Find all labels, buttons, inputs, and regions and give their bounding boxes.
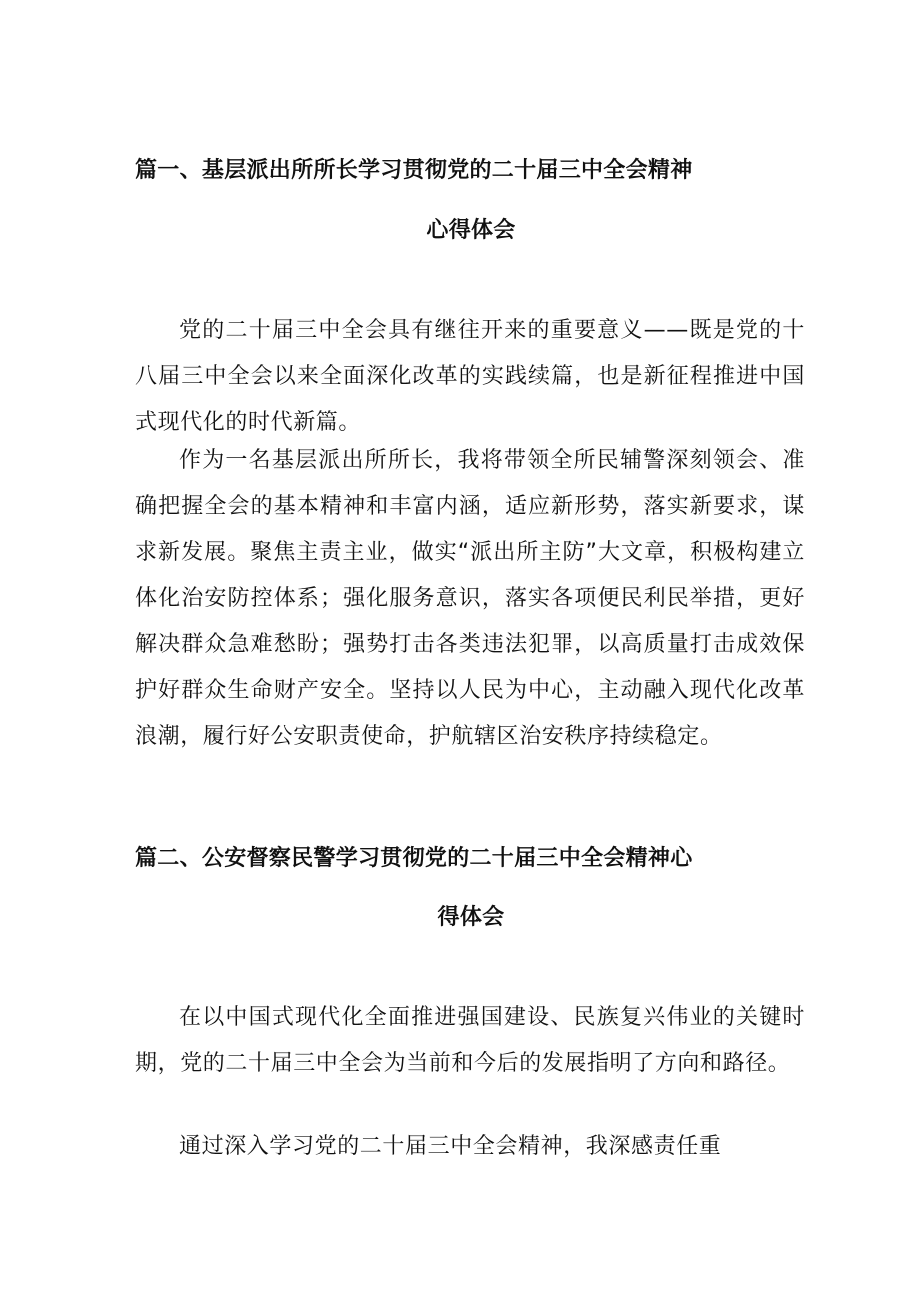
section1-paragraph-1: 党的二十届三中全会具有继往开来的重要意义——既是党的十八届三中全会以来全面深化改革的实践续篇，也是新征程推进中国式现代化的时代新篇。 (135, 318, 805, 435)
section2-paragraph-1: 在以中国式现代化全面推进强国建设、民族复兴伟业的关键时期，党的二十届三中全会为当前和今后的发展指明了方向和路径。 (135, 1005, 805, 1076)
section2-title-line2: 得体会 (437, 905, 505, 930)
section2-title-line1: 篇二、公安督察民警学习贯彻党的二十届三中全会精神心 (135, 846, 693, 871)
section1-title-line2: 心得体会 (426, 218, 516, 243)
section1-paragraph-2: 作为一名基层派出所所长，我将带领全所民辅警深刻领会、准确把握全会的基本精神和丰富内涵，适应新形势，落实新要求，谋求新发展。聚焦主责主业，做实“派出所主防”大文章，积极构建立体化治安防控体系；强化服务意识，落实各项便民利民举措，更好解决群众急难愁盼；强势打击各类违法犯罪，以高质量打击成效保护好群众生命财产安全。坚持以人民为中心，主动融入现代化改革浪潮，履行好公安职责使命，护航辖区治安秩序持续稳定。 (135, 448, 805, 749)
section1-title-line1: 篇一、基层派出所所长学习贯彻党的二十届三中全会精神 (135, 158, 693, 183)
section2-paragraph-2: 通过深入学习党的二十届三中全会精神，我深感责任重 (179, 1134, 722, 1159)
